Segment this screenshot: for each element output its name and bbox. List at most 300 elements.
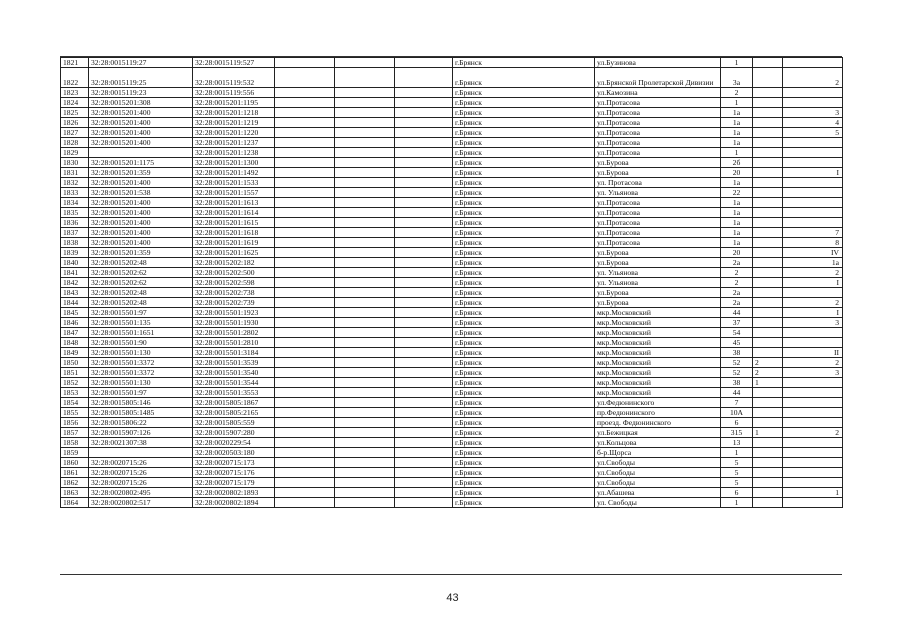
empty-cell — [395, 428, 453, 438]
building-number-cell — [753, 328, 783, 338]
empty-cell — [275, 298, 335, 308]
land-cadastral-number-cell: 32:28:0015201:400 — [89, 108, 193, 118]
row-number-cell: 1852 — [61, 378, 89, 388]
street-cell: ул.Протасова — [595, 148, 721, 158]
house-number-cell: 22 — [721, 188, 753, 198]
street-cell: ул. Свободы — [595, 498, 721, 508]
apartment-number-cell — [783, 388, 843, 398]
empty-cell — [395, 248, 453, 258]
empty-cell — [335, 238, 395, 248]
apartment-number-cell — [783, 468, 843, 478]
empty-cell — [275, 198, 335, 208]
house-number-cell: 10А — [721, 408, 753, 418]
table-row — [61, 188, 843, 198]
table-row — [61, 488, 843, 498]
row-number-cell: 1821 — [61, 58, 89, 68]
empty-cell — [275, 368, 335, 378]
object-cadastral-number-cell: 32:28:0015201:1300 — [193, 158, 275, 168]
apartment-number-cell — [783, 408, 843, 418]
house-number-cell: 52 — [721, 368, 753, 378]
table-row — [61, 368, 843, 378]
row-number-cell: 1858 — [61, 438, 89, 448]
land-cadastral-number-cell: 32:28:0015201:400 — [89, 228, 193, 238]
street-cell: ул.Протасова — [595, 108, 721, 118]
apartment-number-cell: 8 — [783, 238, 843, 248]
land-cadastral-number-cell: 32:28:0020715:26 — [89, 458, 193, 468]
empty-cell — [335, 418, 395, 428]
empty-cell — [395, 138, 453, 148]
empty-cell — [335, 488, 395, 498]
empty-cell — [335, 68, 395, 88]
empty-cell — [395, 438, 453, 448]
object-cadastral-number-cell: 32:28:0015119:527 — [193, 58, 275, 68]
land-cadastral-number-cell: 32:28:0015201:400 — [89, 118, 193, 128]
empty-cell — [395, 408, 453, 418]
land-cadastral-number-cell: 32:28:0015202:62 — [89, 268, 193, 278]
empty-cell — [335, 58, 395, 68]
empty-cell — [335, 118, 395, 128]
building-number-cell — [753, 268, 783, 278]
house-number-cell: 6 — [721, 418, 753, 428]
building-number-cell: 1 — [753, 428, 783, 438]
empty-cell — [275, 238, 335, 248]
empty-cell — [395, 68, 453, 88]
empty-cell — [275, 148, 335, 158]
apartment-number-cell: 3 — [783, 318, 843, 328]
city-cell: г.Брянск — [453, 308, 595, 318]
building-number-cell — [753, 58, 783, 68]
house-number-cell: 54 — [721, 328, 753, 338]
city-cell: г.Брянск — [453, 248, 595, 258]
house-number-cell: 2а — [721, 288, 753, 298]
empty-cell — [335, 198, 395, 208]
house-number-cell: 5 — [721, 458, 753, 468]
building-number-cell — [753, 238, 783, 248]
empty-cell — [275, 178, 335, 188]
apartment-number-cell: IV — [783, 248, 843, 258]
empty-cell — [395, 448, 453, 458]
row-number-cell: 1838 — [61, 238, 89, 248]
empty-cell — [335, 398, 395, 408]
land-cadastral-number-cell: 32:28:0021307:38 — [89, 438, 193, 448]
land-cadastral-number-cell: 32:28:0015202:62 — [89, 278, 193, 288]
empty-cell — [335, 258, 395, 268]
page-number: 43 — [446, 592, 459, 604]
table-row — [61, 108, 843, 118]
street-cell: мкр.Московский — [595, 358, 721, 368]
empty-cell — [395, 58, 453, 68]
table-row — [61, 448, 843, 458]
apartment-number-cell: I — [783, 308, 843, 318]
table-row — [61, 388, 843, 398]
object-cadastral-number-cell: 32:28:0015201:1613 — [193, 198, 275, 208]
row-number-cell: 1859 — [61, 448, 89, 458]
house-number-cell: 45 — [721, 338, 753, 348]
row-number-cell: 1841 — [61, 268, 89, 278]
city-cell: г.Брянск — [453, 398, 595, 408]
table-row — [61, 438, 843, 448]
city-cell: г.Брянск — [453, 338, 595, 348]
table-row — [61, 228, 843, 238]
building-number-cell — [753, 308, 783, 318]
empty-cell — [335, 338, 395, 348]
street-cell: ул.Протасова — [595, 128, 721, 138]
row-number-cell: 1863 — [61, 488, 89, 498]
empty-cell — [395, 328, 453, 338]
street-cell: ул.Протасова — [595, 118, 721, 128]
empty-cell — [395, 168, 453, 178]
empty-cell — [275, 438, 335, 448]
apartment-number-cell — [783, 448, 843, 458]
empty-cell — [275, 418, 335, 428]
house-number-cell: 3а — [721, 68, 753, 88]
land-cadastral-number-cell: 32:28:0015201:400 — [89, 198, 193, 208]
city-cell: г.Брянск — [453, 118, 595, 128]
building-number-cell: 2 — [753, 358, 783, 368]
table-row — [61, 278, 843, 288]
street-cell: ул.Бурова — [595, 288, 721, 298]
empty-cell — [275, 208, 335, 218]
street-cell: мкр.Московский — [595, 378, 721, 388]
house-number-cell: 52 — [721, 358, 753, 368]
city-cell: г.Брянск — [453, 138, 595, 148]
land-cadastral-number-cell: 32:28:0020802:495 — [89, 488, 193, 498]
property-register-table — [60, 57, 843, 508]
city-cell: г.Брянск — [453, 258, 595, 268]
land-cadastral-number-cell: 32:28:0015501:3372 — [89, 358, 193, 368]
city-cell: г.Брянск — [453, 298, 595, 308]
city-cell: г.Брянск — [453, 198, 595, 208]
building-number-cell — [753, 108, 783, 118]
table-row — [61, 238, 843, 248]
table-row — [61, 268, 843, 278]
empty-cell — [275, 338, 335, 348]
city-cell: г.Брянск — [453, 68, 595, 88]
empty-cell — [395, 398, 453, 408]
table-row — [61, 58, 843, 68]
table-row — [61, 208, 843, 218]
land-cadastral-number-cell — [89, 148, 193, 158]
apartment-number-cell: 2 — [783, 428, 843, 438]
object-cadastral-number-cell: 32:28:0020715:173 — [193, 458, 275, 468]
empty-cell — [335, 348, 395, 358]
street-cell: мкр.Московский — [595, 338, 721, 348]
apartment-number-cell — [783, 208, 843, 218]
row-number-cell: 1860 — [61, 458, 89, 468]
row-number-cell: 1840 — [61, 258, 89, 268]
table-row — [61, 348, 843, 358]
street-cell: б-р.Щорса — [595, 448, 721, 458]
empty-cell — [395, 268, 453, 278]
row-number-cell: 1836 — [61, 218, 89, 228]
city-cell: г.Брянск — [453, 98, 595, 108]
apartment-number-cell — [783, 338, 843, 348]
empty-cell — [335, 158, 395, 168]
apartment-number-cell — [783, 158, 843, 168]
object-cadastral-number-cell: 32:28:0015201:1195 — [193, 98, 275, 108]
table-row — [61, 218, 843, 228]
empty-cell — [335, 358, 395, 368]
house-number-cell: 2б — [721, 158, 753, 168]
street-cell: ул.Бурова — [595, 248, 721, 258]
land-cadastral-number-cell: 32:28:0015201:400 — [89, 138, 193, 148]
street-cell: мкр.Московский — [595, 388, 721, 398]
apartment-number-cell — [783, 98, 843, 108]
street-cell: ул.Свободы — [595, 458, 721, 468]
land-cadastral-number-cell: 32:28:0015501:97 — [89, 388, 193, 398]
object-cadastral-number-cell: 32:28:0015202:738 — [193, 288, 275, 298]
object-cadastral-number-cell: 32:28:0015501:3540 — [193, 368, 275, 378]
table-row — [61, 178, 843, 188]
apartment-number-cell: 7 — [783, 228, 843, 238]
house-number-cell: 1а — [721, 108, 753, 118]
building-number-cell — [753, 158, 783, 168]
building-number-cell — [753, 208, 783, 218]
house-number-cell: 38 — [721, 348, 753, 358]
empty-cell — [395, 208, 453, 218]
empty-cell — [395, 458, 453, 468]
row-number-cell: 1842 — [61, 278, 89, 288]
object-cadastral-number-cell: 32:28:0015201:1533 — [193, 178, 275, 188]
empty-cell — [275, 478, 335, 488]
object-cadastral-number-cell: 32:28:0020503:180 — [193, 448, 275, 458]
land-cadastral-number-cell: 32:28:0015805:146 — [89, 398, 193, 408]
land-cadastral-number-cell: 32:28:0015501:1651 — [89, 328, 193, 338]
table-row — [61, 458, 843, 468]
house-number-cell: 7 — [721, 398, 753, 408]
empty-cell — [395, 148, 453, 158]
row-number-cell: 1830 — [61, 158, 89, 168]
house-number-cell: 1 — [721, 98, 753, 108]
empty-cell — [275, 318, 335, 328]
city-cell: г.Брянск — [453, 448, 595, 458]
land-cadastral-number-cell: 32:28:0015119:27 — [89, 58, 193, 68]
land-cadastral-number-cell: 32:28:0015907:126 — [89, 428, 193, 438]
apartment-number-cell — [783, 288, 843, 298]
empty-cell — [275, 468, 335, 478]
empty-cell — [335, 308, 395, 318]
empty-cell — [275, 168, 335, 178]
street-cell: ул.Бурова — [595, 258, 721, 268]
empty-cell — [275, 398, 335, 408]
row-number-cell: 1822 — [61, 68, 89, 88]
apartment-number-cell: 2 — [783, 68, 843, 88]
building-number-cell — [753, 478, 783, 488]
empty-cell — [335, 148, 395, 158]
empty-cell — [395, 368, 453, 378]
empty-cell — [275, 358, 335, 368]
empty-cell — [335, 228, 395, 238]
street-cell: проезд. Федюнинского — [595, 418, 721, 428]
house-number-cell: 5 — [721, 468, 753, 478]
house-number-cell: 44 — [721, 388, 753, 398]
building-number-cell — [753, 198, 783, 208]
street-cell: мкр.Московский — [595, 318, 721, 328]
building-number-cell — [753, 298, 783, 308]
building-number-cell — [753, 408, 783, 418]
row-number-cell: 1824 — [61, 98, 89, 108]
empty-cell — [335, 468, 395, 478]
object-cadastral-number-cell: 32:28:0015201:1492 — [193, 168, 275, 178]
object-cadastral-number-cell: 32:28:0015805:2165 — [193, 408, 275, 418]
empty-cell — [335, 448, 395, 458]
street-cell: ул.Бурова — [595, 298, 721, 308]
empty-cell — [335, 408, 395, 418]
apartment-number-cell: 2 — [783, 298, 843, 308]
empty-cell — [395, 478, 453, 488]
object-cadastral-number-cell: 32:28:0020715:176 — [193, 468, 275, 478]
city-cell: г.Брянск — [453, 468, 595, 478]
apartment-number-cell: 2 — [783, 358, 843, 368]
building-number-cell — [753, 498, 783, 508]
land-cadastral-number-cell: 32:28:0015501:97 — [89, 308, 193, 318]
empty-cell — [395, 418, 453, 428]
apartment-number-cell — [783, 438, 843, 448]
empty-cell — [275, 68, 335, 88]
land-cadastral-number-cell: 32:28:0015201:359 — [89, 248, 193, 258]
street-cell: ул.Протасова — [595, 218, 721, 228]
empty-cell — [395, 228, 453, 238]
city-cell: г.Брянск — [453, 88, 595, 98]
empty-cell — [335, 298, 395, 308]
building-number-cell — [753, 118, 783, 128]
city-cell: г.Брянск — [453, 368, 595, 378]
apartment-number-cell — [783, 88, 843, 98]
building-number-cell — [753, 248, 783, 258]
object-cadastral-number-cell: 32:28:0015201:1557 — [193, 188, 275, 198]
city-cell: г.Брянск — [453, 388, 595, 398]
street-cell: пр.Федюнинского — [595, 408, 721, 418]
street-cell: ул.Бурова — [595, 168, 721, 178]
empty-cell — [275, 308, 335, 318]
apartment-number-cell — [783, 398, 843, 408]
street-cell: ул.Протасова — [595, 228, 721, 238]
row-number-cell: 1850 — [61, 358, 89, 368]
street-cell: ул.Протасова — [595, 208, 721, 218]
house-number-cell: 13 — [721, 438, 753, 448]
empty-cell — [275, 218, 335, 228]
empty-cell — [395, 298, 453, 308]
apartment-number-cell — [783, 188, 843, 198]
object-cadastral-number-cell: 32:28:0015202:182 — [193, 258, 275, 268]
street-cell: ул.Кольцова — [595, 438, 721, 448]
apartment-number-cell — [783, 458, 843, 468]
object-cadastral-number-cell: 32:28:0015119:556 — [193, 88, 275, 98]
row-number-cell: 1825 — [61, 108, 89, 118]
building-number-cell: 2 — [753, 368, 783, 378]
empty-cell — [275, 138, 335, 148]
building-number-cell — [753, 278, 783, 288]
apartment-number-cell: 1 — [783, 488, 843, 498]
object-cadastral-number-cell: 32:28:0015805:1867 — [193, 398, 275, 408]
land-cadastral-number-cell: 32:28:0015501:135 — [89, 318, 193, 328]
land-cadastral-number-cell: 32:28:0015201:538 — [89, 188, 193, 198]
empty-cell — [275, 428, 335, 438]
house-number-cell: 1а — [721, 128, 753, 138]
row-number-cell: 1851 — [61, 368, 89, 378]
apartment-number-cell — [783, 138, 843, 148]
empty-cell — [275, 498, 335, 508]
house-number-cell: 1а — [721, 178, 753, 188]
empty-cell — [395, 358, 453, 368]
empty-cell — [335, 278, 395, 288]
empty-cell — [395, 118, 453, 128]
house-number-cell: 1 — [721, 58, 753, 68]
city-cell: г.Брянск — [453, 238, 595, 248]
house-number-cell: 2 — [721, 278, 753, 288]
house-number-cell: 1 — [721, 498, 753, 508]
row-number-cell: 1834 — [61, 198, 89, 208]
street-cell: ул.Протасова — [595, 238, 721, 248]
table-row — [61, 258, 843, 268]
street-cell: ул.Камозина — [595, 88, 721, 98]
apartment-number-cell — [783, 178, 843, 188]
empty-cell — [335, 268, 395, 278]
object-cadastral-number-cell: 32:28:0015202:739 — [193, 298, 275, 308]
street-cell: ул.Протасова — [595, 198, 721, 208]
row-number-cell: 1848 — [61, 338, 89, 348]
street-cell: ул.Свободы — [595, 478, 721, 488]
table-row — [61, 468, 843, 478]
empty-cell — [275, 58, 335, 68]
empty-cell — [395, 388, 453, 398]
land-cadastral-number-cell: 32:28:0015202:48 — [89, 298, 193, 308]
row-number-cell: 1857 — [61, 428, 89, 438]
row-number-cell: 1854 — [61, 398, 89, 408]
empty-cell — [275, 488, 335, 498]
table-row — [61, 318, 843, 328]
city-cell: г.Брянск — [453, 418, 595, 428]
city-cell: г.Брянск — [453, 178, 595, 188]
apartment-number-cell: I — [783, 278, 843, 288]
empty-cell — [275, 128, 335, 138]
land-cadastral-number-cell: 32:28:0020715:26 — [89, 478, 193, 488]
street-cell: ул.Протасова — [595, 98, 721, 108]
row-number-cell: 1864 — [61, 498, 89, 508]
land-cadastral-number-cell: 32:28:0015201:359 — [89, 168, 193, 178]
apartment-number-cell — [783, 418, 843, 428]
house-number-cell: 1 — [721, 148, 753, 158]
house-number-cell: 44 — [721, 308, 753, 318]
object-cadastral-number-cell: 32:28:0015501:3539 — [193, 358, 275, 368]
table-row — [61, 288, 843, 298]
empty-cell — [275, 98, 335, 108]
land-cadastral-number-cell: 32:28:0015202:48 — [89, 288, 193, 298]
building-number-cell — [753, 148, 783, 158]
city-cell: г.Брянск — [453, 268, 595, 278]
table-row — [61, 248, 843, 258]
city-cell: г.Брянск — [453, 378, 595, 388]
street-cell: ул. Ульянова — [595, 268, 721, 278]
object-cadastral-number-cell: 32:28:0015201:1619 — [193, 238, 275, 248]
building-number-cell — [753, 258, 783, 268]
row-number-cell: 1839 — [61, 248, 89, 258]
object-cadastral-number-cell: 32:28:0015501:1923 — [193, 308, 275, 318]
city-cell: г.Брянск — [453, 488, 595, 498]
table-row — [61, 418, 843, 428]
object-cadastral-number-cell: 32:28:0015201:1237 — [193, 138, 275, 148]
street-cell: мкр.Московский — [595, 308, 721, 318]
row-number-cell: 1843 — [61, 288, 89, 298]
house-number-cell: 2 — [721, 88, 753, 98]
table-row — [61, 308, 843, 318]
house-number-cell: 38 — [721, 378, 753, 388]
building-number-cell — [753, 448, 783, 458]
city-cell: г.Брянск — [453, 358, 595, 368]
house-number-cell: 1а — [721, 218, 753, 228]
apartment-number-cell: 3 — [783, 368, 843, 378]
house-number-cell: 315 — [721, 428, 753, 438]
